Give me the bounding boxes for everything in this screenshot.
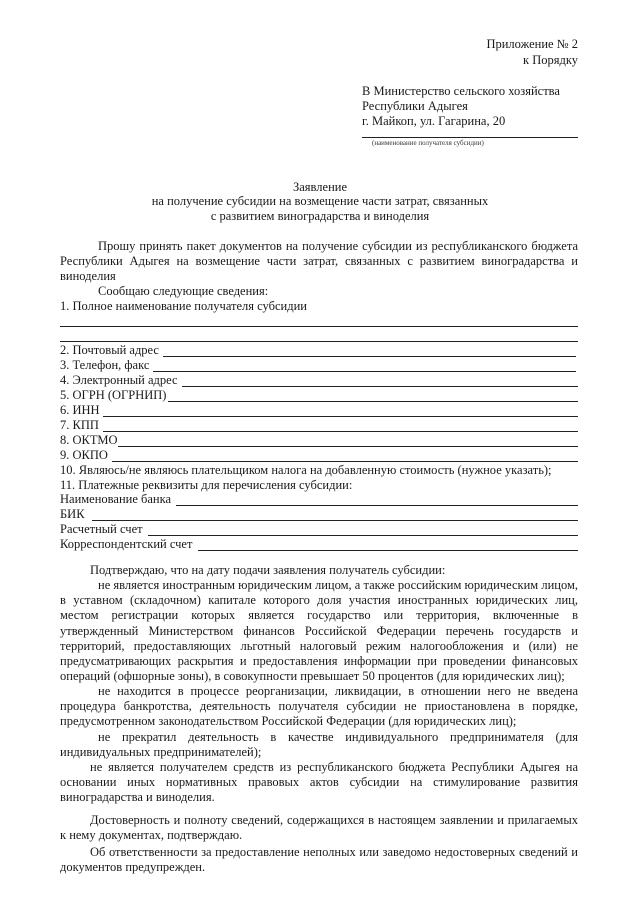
field-okpo-line[interactable] (112, 461, 578, 462)
confirm-clause-reorganization: не находится в процессе реорганизации, ликвидации, в отношении него не введена процедура банкротства, деятельность получателя субсидии не приостановлена в порядке, предусмотренном законодательством Российской Федерации (для юридических лиц); (60, 684, 578, 729)
inform-line: Сообщаю следующие сведения: (98, 284, 269, 298)
field-postal-label: 2. Почтовый адрес (60, 343, 159, 357)
field-phone-line[interactable] (153, 371, 576, 372)
document-subtitle-1: на получение субсидии на возмещение части затрат, связанных (151, 194, 489, 208)
addressee-address: г. Майкоп, ул. Гагарина, 20 (362, 114, 506, 128)
addressee-region: Республики Адыгея (362, 99, 468, 113)
field-kpp-line[interactable] (103, 431, 578, 432)
confirm-clause-foreign: не является иностранным юридическим лицом, а также российским юридическим лицом, в уставном (складочном) капитале которого доля участия иностранных юридических лиц, местом регистрации которых является государство или территория, включенные в утвержденный Министерством финансов Российской Федерации перечень государств и территорий, предоставляющих льготный налоговый режим налогообложения и (или) не предусматривающих раскрытия и предоставления информации при проведении финансовых операций (офшорные зоны), в совокупности превышает 50 процентов (для юридических лиц); (60, 578, 578, 684)
field-oktmo-label: 8. ОКТМО (60, 433, 118, 447)
field-ogrn-label: 5. ОГРН (ОГРНИП) (60, 388, 167, 402)
field-ogrn-line[interactable] (168, 401, 578, 402)
field-vat-label: 10. Являюсь/не являюсь плательщиком налога на добавленную стоимость (нужное указать); (60, 463, 552, 477)
field-bik-label: БИК (60, 507, 85, 521)
field-inn-label: 6. ИНН (60, 403, 100, 417)
addressee-ministry: В Министерство сельского хозяйства (362, 84, 560, 98)
document-title: Заявление (292, 180, 347, 194)
field-okpo-label: 9. ОКПО (60, 448, 108, 462)
field-full-name-line-1[interactable] (60, 326, 578, 327)
field-email-label: 4. Электронный адрес (60, 373, 178, 387)
field-email-line[interactable] (182, 386, 578, 387)
confirm-clause-budget: не является получателем средств из республиканского бюджета Республики Адыгея на основании иных нормативных правовых актов субсидии на стимулирование развития виноградарства и виноделия. (60, 760, 578, 805)
confirm-responsibility: Об ответственности за предоставление неполных или заведомо недостоверных сведений и документов предупрежден. (60, 845, 578, 875)
field-corr-account-line[interactable] (198, 550, 578, 551)
confirm-clause-entrepreneur: не прекратил деятельность в качестве индивидуального предпринимателя (для индивидуальных предпринимателей); (60, 730, 578, 760)
document-subtitle-2: с развитием виноградарства и виноделия (210, 209, 430, 223)
appendix-number: Приложение № 2 (486, 37, 578, 51)
request-paragraph: Прошу принять пакет документов на получение субсидии из республиканского бюджета Республики Адыгея на возмещение части затрат, связанных с развитием виноградарства и виноделия (60, 239, 578, 284)
field-bank-name-label: Наименование банка (60, 492, 172, 506)
field-bank-details-label: 11. Платежные реквизиты для перечисления субсидии: (60, 478, 353, 492)
recipient-name-caption: (наименование получателя субсидии) (372, 139, 484, 147)
field-full-name-label: 1. Полное наименование получателя субсидии (60, 299, 307, 313)
field-account-label: Расчетный счет (60, 522, 143, 536)
field-bik-line[interactable] (92, 520, 578, 521)
field-oktmo-line[interactable] (118, 446, 578, 447)
field-bank-name-line[interactable] (176, 505, 578, 506)
field-inn-line[interactable] (103, 416, 578, 417)
confirm-reliability: Достоверность и полноту сведений, содержащихся в настоящем заявлении и прилагаемых к нему документах, подтверждаю. (60, 813, 578, 843)
field-phone-label: 3. Телефон, факс (60, 358, 150, 372)
recipient-name-line (362, 137, 578, 138)
confirm-lead: Подтверждаю, что на дату подачи заявления получатель субсидии: (90, 563, 446, 577)
field-kpp-label: 7. КПП (60, 418, 99, 432)
field-account-line[interactable] (148, 535, 578, 536)
field-corr-account-label: Корреспондентский счет (60, 537, 193, 551)
field-full-name-line-2[interactable] (60, 341, 578, 342)
appendix-order: к Порядку (523, 53, 578, 67)
field-postal-line[interactable] (163, 356, 576, 357)
